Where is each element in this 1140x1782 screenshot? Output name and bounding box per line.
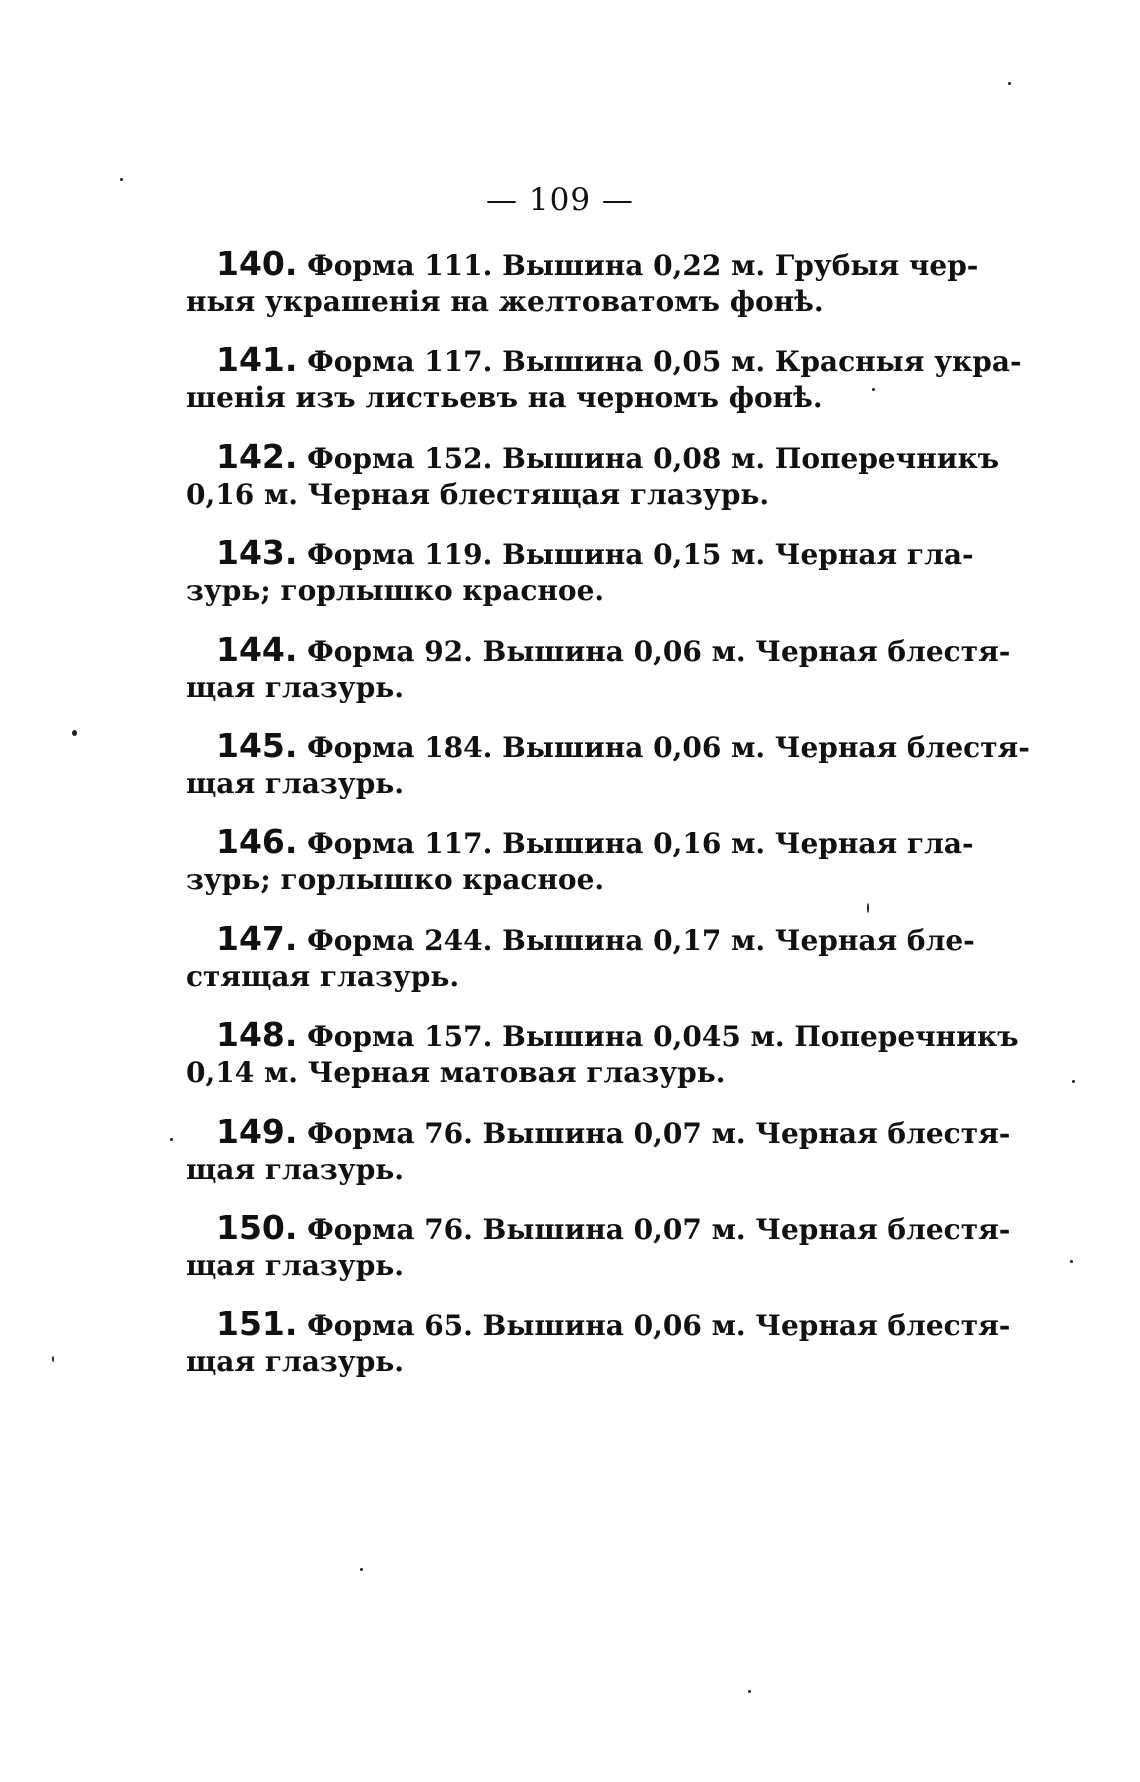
scan-speck <box>1070 1260 1073 1263</box>
entry-text-line1: Форма 65. Вышина 0,06 м. Черная блестя- <box>307 1309 1011 1343</box>
catalog-entry <box>186 1304 1011 1400</box>
entry-number: 148. <box>216 1015 298 1055</box>
entry-text-line1: Форма 76. Вышина 0,07 м. Черная блестя- <box>307 1212 1011 1246</box>
scan-speck <box>872 388 875 391</box>
entry-text-line2: стящая глазурь. <box>186 959 460 993</box>
entry-text-line2: 0,16 м. Черная блестящая глазурь. <box>186 477 770 511</box>
entry-text-line2: ныя украшенія на желтоватомъ фонѣ. <box>186 285 824 318</box>
scan-speck <box>1008 82 1011 85</box>
catalog-entry <box>186 1111 1011 1208</box>
entry-number: 149. <box>216 1111 298 1151</box>
entry-number: 142. <box>216 436 298 476</box>
entry-text-line1: Форма 244. Вышина 0,17 м. Черная бле- <box>307 923 975 957</box>
entry-text-line1: Форма 119. Вышина 0,15 м. Черная гла- <box>307 538 974 572</box>
entry-number: 147. <box>216 918 298 958</box>
catalog-entry <box>186 1207 1011 1304</box>
entry-text-line1: Форма 111. Вышина 0,22 м. Грубыя чер- <box>307 249 979 282</box>
entry-text-line1: Форма 117. Вышина 0,16 м. Черная гла- <box>307 827 974 861</box>
catalog-entry <box>186 533 974 629</box>
entry-number: 144. <box>216 629 298 669</box>
entry-number: 151. <box>216 1304 298 1344</box>
entry-number: 140. <box>216 244 298 283</box>
scan-speck <box>748 1690 751 1693</box>
catalog-entry <box>186 340 1022 436</box>
entry-text-line2: зурь; горлышко красное. <box>186 574 605 608</box>
entry-text-line1: Форма 92. Вышина 0,06 м. Черная блестя- <box>307 634 1011 668</box>
entry-text-line2: щая глазурь. <box>186 1152 405 1186</box>
catalog-entry <box>186 629 1011 726</box>
scan-speck <box>52 1356 54 1362</box>
catalog-entry <box>186 436 1000 533</box>
entry-text-line2: щая глазурь. <box>186 1248 405 1282</box>
entry-number: 145. <box>216 725 298 765</box>
entry-number: 150. <box>216 1207 298 1247</box>
scan-speck <box>170 1138 173 1141</box>
entry-text-line1: Форма 117. Вышина 0,05 м. Красныя укра- <box>307 345 1022 379</box>
scan-speck <box>360 1568 363 1571</box>
scan-speck <box>867 903 869 913</box>
entry-text-line2: шенія изъ листьевъ на черномъ фонѣ. <box>186 381 823 415</box>
entry-number: 141. <box>216 340 298 380</box>
catalog-entries <box>186 244 1030 1401</box>
catalog-entry <box>186 822 974 918</box>
entry-text-line1: Форма 152. Вышина 0,08 м. Поперечникъ <box>307 441 1000 475</box>
entry-text-line1: Форма 76. Вышина 0,07 м. Черная блестя- <box>307 1116 1011 1150</box>
entry-number: 146. <box>216 822 298 862</box>
entry-text-line2: зурь; горлышко красное. <box>186 863 605 897</box>
scan-speck <box>72 730 77 736</box>
page-number: — 109 — <box>486 182 634 218</box>
catalog-entry <box>186 1015 1019 1111</box>
catalog-entry <box>186 244 979 340</box>
scan-speck <box>1072 1080 1075 1083</box>
entry-text-line2: щая глазурь. <box>186 670 405 704</box>
entry-text-line2: 0,14 м. Черная матовая глазурь. <box>186 1056 726 1090</box>
entry-number: 143. <box>216 533 298 573</box>
scan-speck <box>120 178 123 181</box>
catalog-entry <box>186 725 1030 822</box>
entry-text-line2: щая глазурь. <box>186 1345 405 1379</box>
entry-text-line1: Форма 157. Вышина 0,045 м. Поперечникъ <box>307 1020 1019 1054</box>
entry-text-line1: Форма 184. Вышина 0,06 м. Черная блестя- <box>307 730 1030 764</box>
entry-text-line2: щая глазурь. <box>186 766 405 800</box>
catalog-entry <box>186 918 975 1015</box>
